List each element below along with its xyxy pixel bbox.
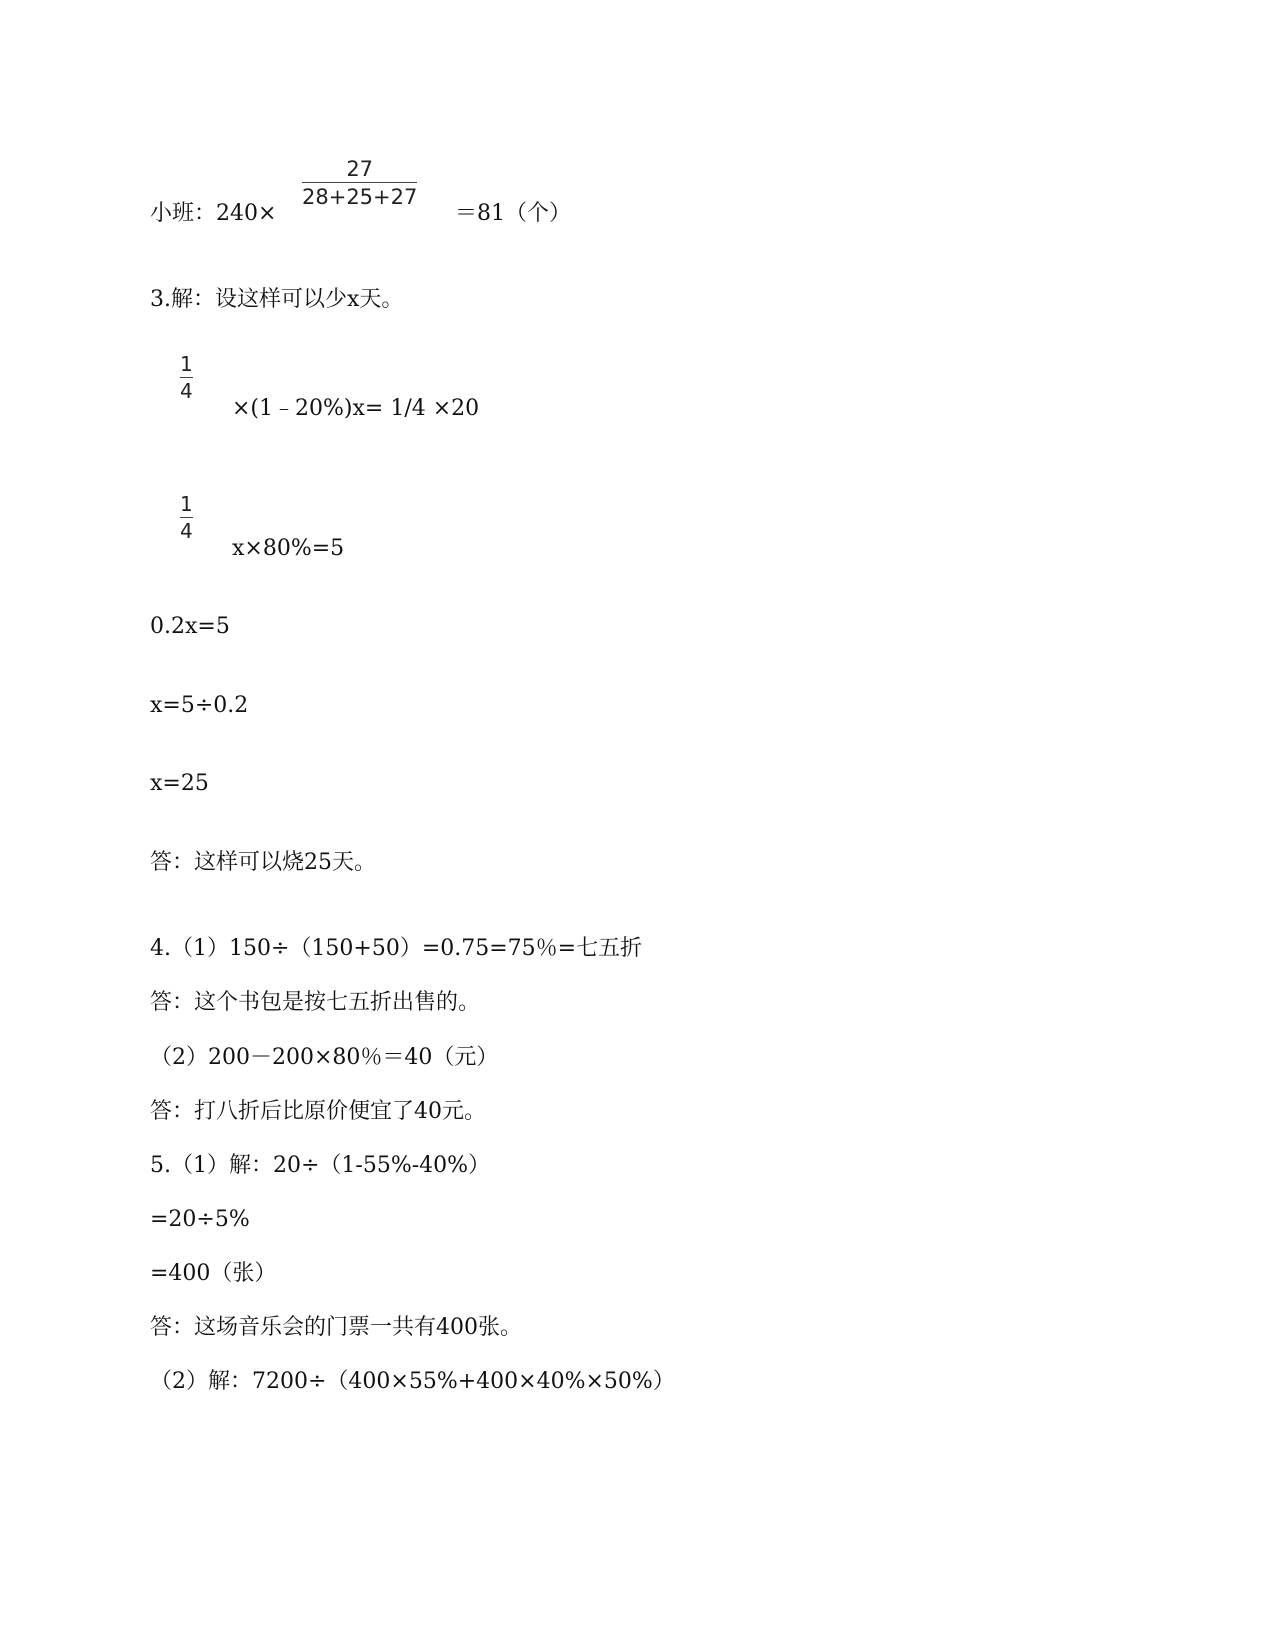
problem-3-heading: 3.解：设这样可以少x天。 (150, 287, 404, 312)
problem-4-answer-1: 答：这个书包是按七五折出售的。 (150, 990, 481, 1015)
fraction-denominator: 4 (180, 519, 193, 543)
small-class-fraction (302, 157, 417, 209)
fraction-denominator: 28+25+27 (302, 185, 418, 209)
equation-line-4: x=5÷0.2 (150, 693, 249, 718)
small-class-prefix: 小班：240× (150, 201, 277, 226)
problem-5-line-3: =400（张） (150, 1261, 277, 1286)
problem-5-line-2: =20÷5% (150, 1207, 250, 1232)
equation-line-5: x=25 (150, 771, 209, 796)
equation-2-fraction (180, 493, 193, 543)
problem-5-answer-1: 答：这场音乐会的门票一共有400张。 (150, 1315, 522, 1340)
equation-1-text: ×(1﹣20%)x= 1/4 ×20 (232, 396, 480, 421)
equation-2-text: x×80%=5 (232, 536, 345, 561)
fraction-bar (180, 377, 193, 378)
equation-1-fraction (180, 353, 193, 403)
fraction-numerator: 1 (180, 352, 193, 376)
problem-4-line-2: （2）200－200×80％＝40（元） (150, 1045, 499, 1070)
problem-5-line-4: （2）解：7200÷（400×55%+400×40%×50%） (150, 1369, 675, 1394)
equation-line-3: 0.2x=5 (150, 614, 230, 639)
fraction-denominator: 4 (180, 379, 193, 403)
fraction-numerator: 1 (180, 492, 193, 516)
problem-4-answer-2: 答：打八折后比原价便宜了40元。 (150, 1099, 486, 1124)
small-class-result: ＝81（个） (455, 201, 571, 226)
problem-3-answer: 答：这样可以烧25天。 (150, 850, 376, 875)
fraction-bar (302, 182, 417, 183)
fraction-bar (180, 517, 193, 518)
problem-5-line-1: 5.（1）解：20÷（1-55%-40%） (150, 1153, 491, 1178)
problem-4-line-1: 4.（1）150÷（150+50）=0.75=75％=七五折 (150, 936, 643, 961)
fraction-numerator: 27 (346, 157, 374, 181)
